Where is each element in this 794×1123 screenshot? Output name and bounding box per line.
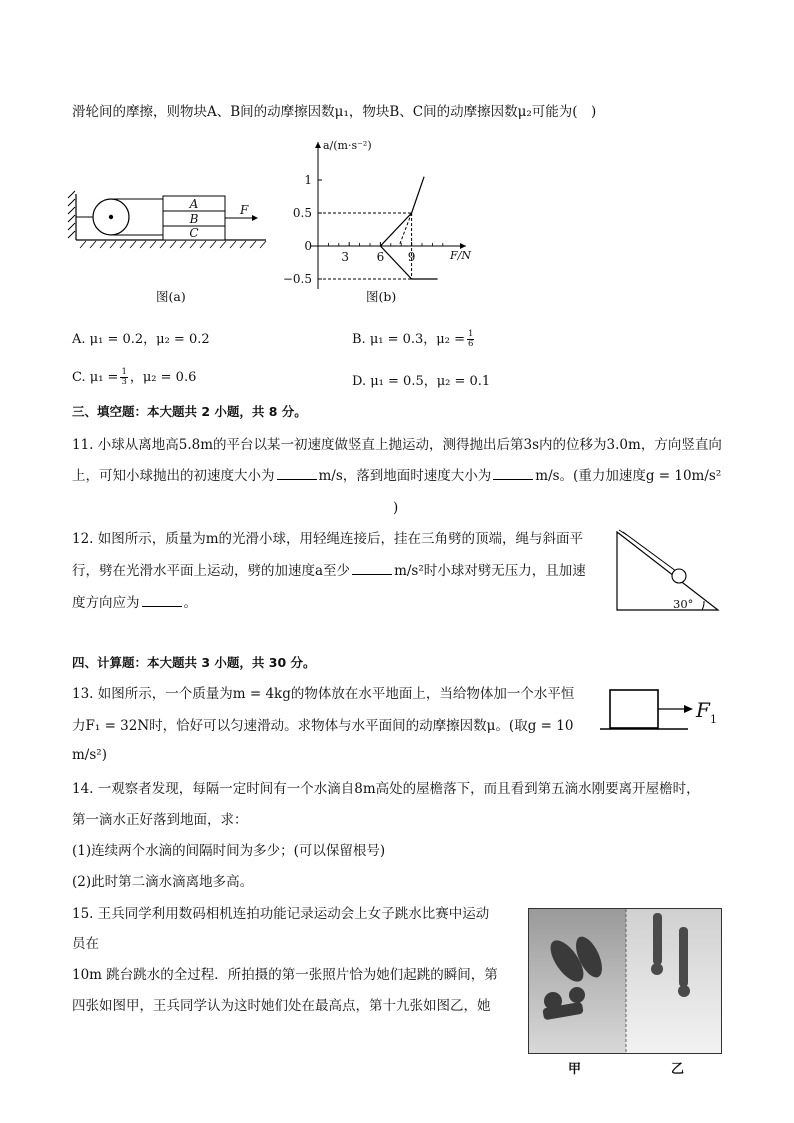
option-c-suffix: ，μ₂ = 0.6 [129, 370, 197, 385]
block [610, 690, 658, 728]
x-tick-label: 6 [376, 250, 385, 264]
series-line-1 [380, 177, 424, 246]
option-a[interactable] [72, 328, 210, 347]
q15-line3: 10m 跳台跳水的全过程．所拍摄的第一张照片恰为她们起跳的瞬间，第 [72, 967, 498, 983]
option-d[interactable] [352, 370, 490, 389]
force-f-label: F [696, 698, 710, 722]
block-force-figure [598, 686, 732, 736]
wedge-figure [614, 528, 724, 614]
q12-blank-1[interactable] [352, 560, 392, 575]
y-tick-label: 1 [304, 173, 312, 187]
fraction-denominator: 6 [468, 339, 474, 349]
option-b-text: B. μ₁ = 0.3，μ₂ = [352, 332, 465, 347]
q10-text: 滑轮间的摩擦，则物块A、B间的动摩擦因数μ₁，物块B、C间的动摩擦因数μ₂可能为( ) [72, 104, 597, 120]
q11-blank-1[interactable] [277, 465, 317, 480]
option-c-fraction [120, 368, 127, 387]
pulley [76, 199, 163, 235]
force-arrow [225, 203, 258, 221]
section3-heading: 三、填空题：本大题共 2 小题，共 8 分。 [72, 404, 307, 419]
x-axis-label: F/N [450, 249, 471, 262]
angle-label: 30° [673, 597, 694, 611]
ball [672, 569, 686, 583]
q12-text-a: 行，劈在光滑水平面上运动，劈的加速度a至少 [72, 563, 351, 579]
q11-text-c: m/s。(重力加速度g = 10m/s² [535, 468, 722, 484]
q12-line1: 12. 如图所示，质量为m的光滑小球，用轻绳连接后，挂在三角劈的顶端，绳与斜面平 [72, 531, 584, 547]
force-subscript: 1 [710, 713, 717, 726]
option-b[interactable] [352, 328, 476, 349]
fraction-numerator: 1 [468, 329, 474, 339]
q11-blank-2[interactable] [493, 465, 533, 480]
q11-line2 [72, 465, 721, 487]
diving-photo-art [529, 909, 721, 1053]
x-tick-label: 9 [407, 250, 416, 264]
q15-line2: 员在 [72, 936, 99, 952]
q12-line2 [72, 560, 586, 582]
q12-text-d: 。 [183, 595, 197, 611]
block-a-label: A [189, 197, 199, 211]
q14-line4: (2)此时第二滴水滴离地多高。 [72, 874, 254, 890]
y-axis-label: a/(m·s⁻²) [323, 139, 372, 152]
q11-line1: 11. 小球从离地高5.8m的平台以某一初速度做竖直上抛运动，测得抛出后第3s内的位移为3.0m，方向竖直向 [72, 437, 722, 453]
q14-line3: (1)连续两个水滴的间隔时间为多少；(可以保留根号) [72, 843, 386, 859]
figure-a [66, 188, 276, 252]
photo-label-yi: 乙 [671, 1062, 685, 1077]
y-tick-label: −0.5 [282, 272, 312, 286]
q11-text-a: 上，可知小球抛出的初速度大小为 [72, 468, 275, 484]
q13-line1: 13. 如图所示，一个质量为m = 4kg的物体放在水平地面上，当给物体加一个水平恒 [72, 686, 575, 702]
q11-text-b: m/s，落到地面时速度大小为 [318, 468, 492, 484]
wedge [617, 532, 718, 610]
q15-line1: 15. 王兵同学利用数码相机连拍功能记录运动会上女子跳水比赛中运动 [72, 906, 490, 922]
option-c-text: C. μ₁ = [72, 370, 119, 385]
fig-a-caption: 图(a) [156, 289, 186, 304]
wall [68, 191, 76, 240]
diving-photo [528, 908, 722, 1054]
q12-blank-2[interactable] [142, 592, 182, 607]
photo-label-jia: 甲 [568, 1062, 582, 1077]
guide-line [399, 213, 411, 246]
q14-line2: 第一滴水正好落到地面，求： [72, 812, 248, 828]
option-a-text: A. μ₁ = 0.2，μ₂ = 0.2 [72, 332, 210, 347]
q12-line3 [72, 592, 197, 614]
x-tick-label: 3 [341, 250, 350, 264]
q13-line2: 力F₁ = 32N时，恰好可以匀速滑动。求物体与水平面间的动摩擦因数μ。(取g = 10 [72, 718, 574, 734]
y-tick-label: 0 [304, 239, 312, 253]
option-c[interactable] [72, 366, 196, 387]
section4-heading: 四、计算题：本大题共 3 小题，共 30 分。 [72, 655, 316, 670]
q11-line3: ) [393, 500, 399, 516]
option-d-text: D. μ₁ = 0.5，μ₂ = 0.1 [352, 374, 491, 389]
block-c-label: C [189, 226, 199, 240]
fraction-denominator: 3 [121, 377, 127, 387]
blocks [163, 196, 225, 240]
q12-text-b: m/s²时小球对劈无压力，且加速 [394, 563, 586, 579]
block-b-label: B [189, 212, 199, 226]
fraction-numerator: 1 [121, 367, 127, 377]
force-label: F [240, 203, 249, 217]
chart-b [282, 132, 490, 292]
q12-text-c: 度方向应为 [72, 595, 140, 611]
ground [76, 240, 266, 248]
fig-b-caption: 图(b) [366, 289, 397, 304]
y-tick-label: 0.5 [292, 206, 312, 220]
q14-line1: 14. 一观察者发现，每隔一定时间有一个水滴自8m高处的屋檐落下，而且看到第五滴水刚要离开屋檐时， [72, 781, 700, 797]
q13-line3: m/s²) [72, 747, 107, 763]
option-b-fraction [467, 330, 474, 349]
q15-line4: 四张如图甲，王兵同学认为这时她们处在最高点，第十九张如图乙，她 [72, 998, 491, 1014]
